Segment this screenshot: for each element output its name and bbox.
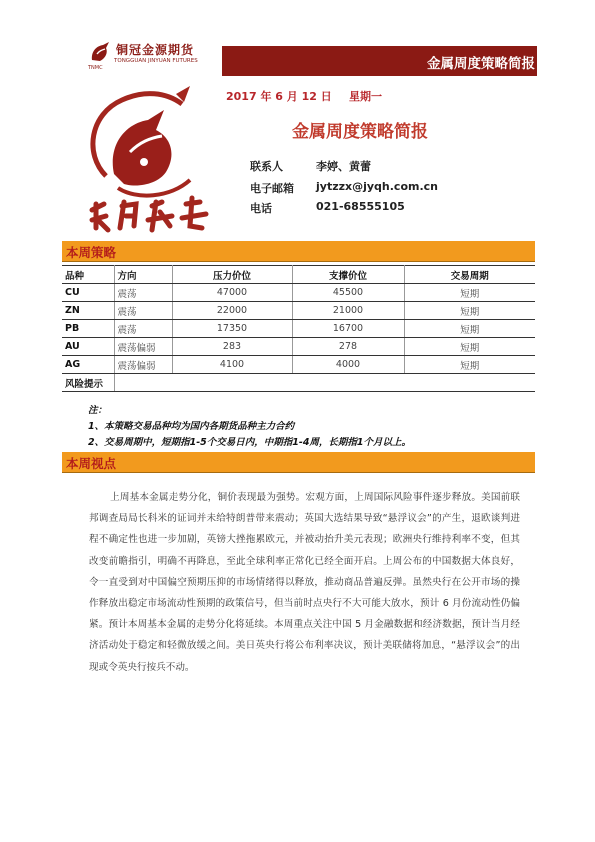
report-date: 2017 年 6 月 12 日 [226, 90, 332, 103]
support-cell: 4000 [292, 356, 404, 374]
company-logo-text: 铜冠金源期货 [116, 43, 195, 57]
risk-label: 风险提示 [62, 374, 114, 392]
risk-row [62, 374, 535, 392]
period-cell: 短期 [404, 302, 535, 320]
product-cell: PB [62, 320, 114, 338]
strategy-table [62, 265, 535, 392]
page-title: 金属周度策略简报 [292, 122, 428, 142]
report-weekday: 星期一 [349, 90, 382, 103]
table-row [62, 338, 535, 356]
period-cell: 短期 [404, 338, 535, 356]
direction-cell: 震荡 [114, 320, 172, 338]
column-header: 支撑价位 [292, 266, 404, 284]
pressure-cell: 47000 [172, 284, 292, 302]
table-row [62, 320, 535, 338]
period-cell: 短期 [404, 284, 535, 302]
email-label: 电子邮箱 [250, 182, 294, 195]
view-section-bar [62, 452, 535, 473]
support-cell: 16700 [292, 320, 404, 338]
view-section-title: 本周视点 [66, 456, 117, 471]
view-paragraph: 上周基本金属走势分化，铜价表现最为强势。宏观方面，上周国际风险事件逐步释放。美国前联邦调查局局长科米的证词并未给特朗普带来震动；英国大选结果导致“悬浮议会”的产生，退欧谈判进程不确定性也进一步加剧，英镑大挫拖累欧元，并被动抬升美元表现；欧洲央行维持利率不变，但其改变前瞻指引，明确不再降息，至此全球利率正常化已经全面开启。上周公布的中国数据大体良好，令一直受到对中国偏空预期压抑的市场情绪得以释放，推动商品普遍反弹。虽然央行在公开市场的操作释放出稳定市场流动性预期的政策信号，但当前时点央行不大可能大放水，预计 6 月份流动性仍偏紧。预计本周基本金属的走势分化将延续。本周重点关注中国 5 月金融数据和经济数据，预计当月经济活动处于稳定和轻微放缓之间。美日英央行将公布利率决议，预计美联储将加息，“悬浮议会”的出现或令英央行按兵不动。 [89, 492, 520, 673]
notes-label: 注： [88, 405, 108, 416]
column-header: 方向 [114, 266, 172, 284]
direction-cell: 震荡偏弱 [114, 356, 172, 374]
note-item: 2、交易周期中，短期指1-5个交易日内，中期指1-4周，长期指1个月以上。 [88, 437, 412, 448]
support-cell: 45500 [292, 284, 404, 302]
table-row [62, 302, 535, 320]
company-logo-icon [88, 40, 112, 64]
header-report-title: 金属周度策略简报 [427, 56, 535, 72]
company-logo-tag: TNMC [88, 65, 103, 71]
pressure-cell: 17350 [172, 320, 292, 338]
product-cell: AG [62, 356, 114, 374]
strategy-section-title: 本周策略 [66, 245, 117, 260]
period-cell: 短期 [404, 320, 535, 338]
product-cell: AU [62, 338, 114, 356]
email-value[interactable]: jytzzx@jyqh.com.cn [316, 180, 438, 193]
table-header-row [62, 266, 535, 284]
pressure-cell: 4100 [172, 356, 292, 374]
support-cell: 21000 [292, 302, 404, 320]
period-cell: 短期 [404, 356, 535, 374]
company-logo-english: TONGGUAN JINYUAN FUTURES [114, 58, 198, 64]
note-item: 1、本策略交易品种均为国内各期货品种主力合约 [88, 421, 295, 432]
risk-value [114, 374, 535, 392]
table-row [62, 284, 535, 302]
support-cell: 278 [292, 338, 404, 356]
column-header: 品种 [62, 266, 114, 284]
contact-label: 联系人 [250, 160, 283, 173]
table-row [62, 356, 535, 374]
contact-value: 李婷、黄蕾 [316, 160, 371, 173]
direction-cell: 震荡偏弱 [114, 338, 172, 356]
pressure-cell: 283 [172, 338, 292, 356]
product-cell: ZN [62, 302, 114, 320]
phone-value: 021-68555105 [316, 200, 405, 213]
direction-cell: 震荡 [114, 284, 172, 302]
product-cell: CU [62, 284, 114, 302]
column-header: 压力价位 [172, 266, 292, 284]
phone-label: 电话 [250, 202, 272, 215]
brand-calligraphy-logo [78, 76, 228, 236]
direction-cell: 震荡 [114, 302, 172, 320]
notes-block [88, 403, 411, 451]
pressure-cell: 22000 [172, 302, 292, 320]
strategy-section-bar [62, 241, 535, 262]
column-header: 交易周期 [404, 266, 535, 284]
